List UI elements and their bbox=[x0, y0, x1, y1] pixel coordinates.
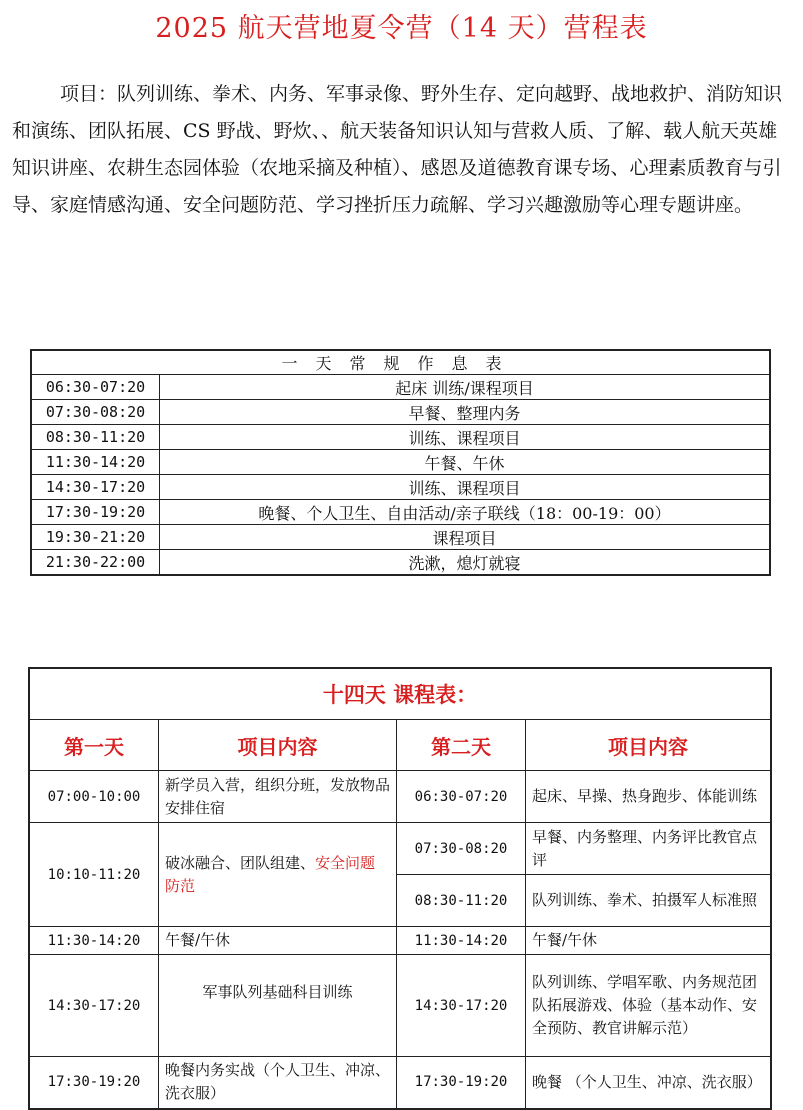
table-row bbox=[29, 1057, 771, 1109]
daily-schedule-heading: 一天常规作息表 bbox=[31, 350, 770, 375]
time-cell: 19:30-21:20 bbox=[31, 525, 160, 550]
table-row bbox=[29, 771, 771, 823]
day1-header: 第一天 bbox=[29, 720, 159, 771]
activity-cell: 晚餐、个人卫生、自由活动/亲子联线（18：00-19：00） bbox=[160, 500, 771, 525]
content-cell: 晚餐 （个人卫生、冲凉、洗衣服） bbox=[526, 1057, 772, 1109]
table-row bbox=[31, 450, 770, 475]
day1-content-header: 项目内容 bbox=[159, 720, 397, 771]
activity-cell: 训练、课程项目 bbox=[160, 425, 771, 450]
highlighted-text: 安全问题防范 bbox=[165, 853, 376, 895]
time-cell: 10:10-11:20 bbox=[29, 823, 159, 927]
table-row bbox=[31, 500, 770, 525]
content-text: 破冰融合、团队组建、 bbox=[165, 853, 316, 872]
content-cell: 午餐/午休 bbox=[159, 927, 397, 955]
time-cell: 17:30-19:20 bbox=[397, 1057, 526, 1109]
content-cell bbox=[159, 823, 397, 927]
time-cell: 11:30-14:20 bbox=[31, 450, 160, 475]
activity-cell: 早餐、整理内务 bbox=[160, 400, 771, 425]
time-cell: 06:30-07:20 bbox=[31, 375, 160, 400]
course-table-heading: 十四天 课程表： bbox=[29, 668, 771, 720]
table-row bbox=[31, 400, 770, 425]
table-row bbox=[31, 475, 770, 500]
time-cell: 14:30-17:20 bbox=[397, 955, 526, 1057]
time-cell: 07:30-08:20 bbox=[31, 400, 160, 425]
day2-content-header: 项目内容 bbox=[526, 720, 772, 771]
activity-cell: 午餐、午休 bbox=[160, 450, 771, 475]
daily-schedule-table bbox=[30, 349, 771, 576]
content-cell: 晚餐内务实战（个人卫生、冲凉、洗衣服） bbox=[159, 1057, 397, 1109]
table-row bbox=[31, 550, 770, 576]
table-row bbox=[31, 375, 770, 400]
time-cell: 11:30-14:20 bbox=[29, 927, 159, 955]
table-row bbox=[31, 525, 770, 550]
time-cell: 08:30-11:20 bbox=[397, 875, 526, 927]
time-cell: 07:00-10:00 bbox=[29, 771, 159, 823]
activity-cell: 训练、课程项目 bbox=[160, 475, 771, 500]
activity-cell: 起床 训练/课程项目 bbox=[160, 375, 771, 400]
content-cell: 队列训练、拳术、拍摄军人标准照 bbox=[526, 875, 772, 927]
content-cell: 起床、早操、热身跑步、体能训练 bbox=[526, 771, 772, 823]
time-cell: 07:30-08:20 bbox=[397, 823, 526, 875]
time-cell: 14:30-17:20 bbox=[31, 475, 160, 500]
day2-header: 第二天 bbox=[397, 720, 526, 771]
time-cell: 14:30-17:20 bbox=[29, 955, 159, 1057]
table-row bbox=[29, 927, 771, 955]
intro-paragraph: 项目：队列训练、拳术、内务、军事录像、野外生存、定向越野、战地救护、消防知识和演练、团队拓展、CS 野战、野炊、、航天装备知识认知与营救人质、了解、载人航天英雄知识讲座、农耕生态园体验（农地采摘及种植）、感恩及道德教育课专场、心理素质教育与引导、家庭情感沟通、安全问题防范、学习挫折压力疏解、学习兴趣激励等心理专题讲座。 bbox=[12, 83, 783, 216]
content-cell: 早餐、内务整理、内务评比教官点评 bbox=[526, 823, 772, 875]
content-cell: 新学员入营，组织分班，发放物品安排住宿 bbox=[159, 771, 397, 823]
content-cell: 午餐/午休 bbox=[526, 927, 772, 955]
table-row bbox=[29, 823, 771, 875]
time-cell: 17:30-19:20 bbox=[29, 1057, 159, 1109]
page-title: 2025 航天营地夏令营（14 天）营程表 bbox=[155, 13, 648, 44]
time-cell: 11:30-14:20 bbox=[397, 927, 526, 955]
table-row bbox=[31, 425, 770, 450]
activity-cell: 课程项目 bbox=[160, 525, 771, 550]
time-cell: 21:30-22:00 bbox=[31, 550, 160, 576]
activity-cell: 洗漱，熄灯就寝 bbox=[160, 550, 771, 576]
time-cell: 17:30-19:20 bbox=[31, 500, 160, 525]
fourteen-day-course-table bbox=[28, 667, 772, 1110]
time-cell: 08:30-11:20 bbox=[31, 425, 160, 450]
time-cell: 06:30-07:20 bbox=[397, 771, 526, 823]
content-cell: 队列训练、学唱军歌、内务规范团队拓展游戏、体验（基本动作、安全预防、教官讲解示范） bbox=[526, 955, 772, 1057]
table-row bbox=[29, 955, 771, 1057]
content-cell: 军事队列基础科目训练 bbox=[159, 955, 397, 1057]
